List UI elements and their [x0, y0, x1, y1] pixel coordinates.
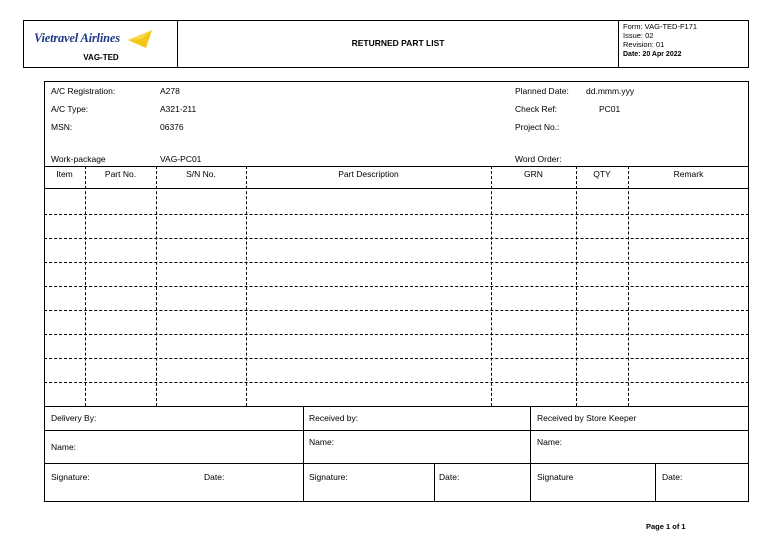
- store-keeper-date-label: Date:: [662, 472, 683, 482]
- document-header: [23, 20, 749, 68]
- store-keeper-signature-label: Signature: [537, 472, 574, 482]
- table-row: [44, 358, 749, 359]
- project-no-label: Project No.:: [515, 122, 560, 132]
- signoff-divider: [530, 406, 531, 502]
- received-store-keeper-label: Received by Store Keeper: [537, 413, 637, 423]
- check-ref-label: Check Ref:: [515, 104, 558, 114]
- table-row: [44, 238, 749, 239]
- returned-part-form: [44, 81, 749, 502]
- signoff-divider: [434, 463, 435, 502]
- column-header-part-no: Part No.: [104, 169, 137, 179]
- column-header-qty: QTY: [593, 169, 611, 179]
- delivery-name-label: Name:: [51, 442, 77, 452]
- aircraft-type-label: A/C Type:: [51, 104, 89, 114]
- aircraft-type-value: A321-211: [160, 104, 197, 114]
- planned-date-label: Planned Date:: [515, 86, 569, 96]
- table-row: [44, 382, 749, 383]
- form-date: Date: 20 Apr 2022: [623, 51, 682, 58]
- signoff-divider: [655, 463, 656, 502]
- column-header-item: Item: [56, 169, 73, 179]
- title-cell: [178, 21, 619, 67]
- check-ref-value: PC01: [599, 104, 621, 114]
- word-order-label: Word Order:: [515, 154, 562, 164]
- registration-value: A278: [160, 86, 180, 96]
- signoff-row-border: [44, 430, 749, 431]
- table-row: [44, 310, 749, 311]
- page-number: Page 1 of 1: [646, 522, 686, 531]
- document-title: RETURNED PART LIST: [351, 38, 445, 48]
- issue-number: Issue: 02: [623, 31, 654, 40]
- table-row: [44, 334, 749, 335]
- receiver-date-label: Date:: [439, 472, 460, 482]
- workpackage-label: Work-package: [51, 154, 106, 164]
- receiver-signature-label: Signature:: [309, 472, 348, 482]
- column-header-sn-no: S/N No.: [186, 169, 216, 179]
- form-meta-cell: [619, 21, 750, 67]
- company-logo-text: Vietravel Airlines: [34, 31, 120, 45]
- logo-cell: [24, 21, 178, 67]
- registration-label: A/C Registration:: [51, 86, 116, 96]
- delivery-date-label: Date:: [204, 472, 225, 482]
- receiver-name-label: Name:: [309, 437, 335, 447]
- received-by-label: Received by:: [309, 413, 359, 423]
- delivery-by-label: Delivery By:: [51, 413, 97, 423]
- table-row: [44, 286, 749, 287]
- msn-value: 06376: [160, 122, 184, 132]
- table-bottom-border: [44, 406, 749, 407]
- planned-date-value: dd.mmm.yyy: [586, 86, 635, 96]
- table-top-border: [44, 166, 749, 167]
- store-keeper-name-label: Name:: [537, 437, 563, 447]
- signoff-divider: [303, 406, 304, 502]
- workpackage-value: VAG-PC01: [160, 154, 202, 164]
- delivery-signature-label: Signature:: [51, 472, 90, 482]
- department-code: VAG-TED: [83, 53, 119, 62]
- column-header-remark: Remark: [673, 169, 704, 179]
- airline-logo-icon: [128, 30, 152, 48]
- column-header-grn: GRN: [524, 169, 543, 179]
- table-row: [44, 214, 749, 215]
- form-number: Form: VAG-TED-F171: [623, 22, 698, 31]
- table-header-bottom-border: [44, 188, 749, 189]
- table-row: [44, 262, 749, 263]
- column-header-part-description: Part Description: [338, 169, 399, 179]
- signoff-row-border: [44, 463, 749, 464]
- revision-number: Revision: 01: [623, 40, 665, 49]
- msn-label: MSN:: [51, 122, 73, 132]
